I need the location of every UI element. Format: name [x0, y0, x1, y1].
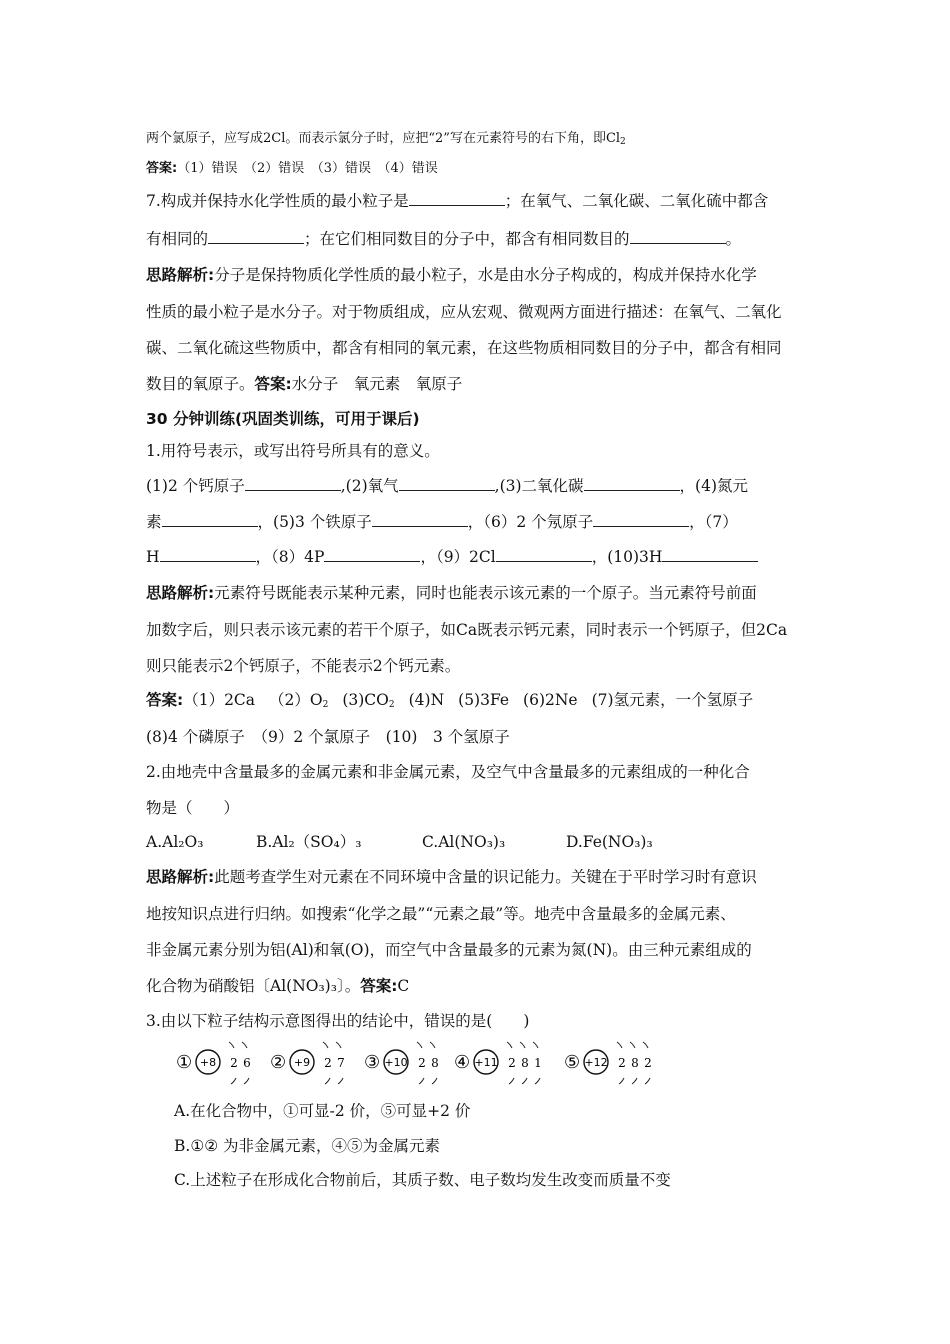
electron-count: 8 [631, 1056, 639, 1070]
shell-arc [619, 1078, 624, 1084]
option-a: A.Al₂O₃ [146, 833, 204, 851]
shell-arc [432, 1078, 437, 1084]
nucleus-charge: +8 [199, 1056, 217, 1069]
shell-arc [242, 1042, 247, 1048]
atom-diagram-5 [564, 1042, 652, 1084]
atom-diagram-4 [454, 1042, 542, 1084]
q2-analysis-line2: 地按知识点进行归纳。如搜索“化学之最”“元素之最”等。地壳中含量最多的金属元素、 [146, 905, 736, 923]
q2-stem-line1: 2.由地壳中含量最多的金属元素和非金属元素，及空气中含量最多的元素组成的一种化合 [146, 763, 750, 781]
q1-analysis-line1: 思路解析:元素符号既能表示某种元素，同时也能表示该元素的一个原子。当元素符号前面 [146, 584, 757, 602]
q7-stem-line1: 7.构成并保持水化学性质的最小粒子是 ；在氧气、二氧化碳、二氧化硫中都含 [146, 192, 769, 210]
shell-arc [336, 1042, 341, 1048]
q2-stem-line2: 物是（ ） [146, 799, 240, 817]
shell-arc [630, 1042, 635, 1048]
q2-analysis-line1: 思路解析:此题考查学生对元素在不同环境中含量的识记能力。关键在于平时学习时有意识 [146, 868, 757, 886]
q7-analysis-line3: 碳、二氧化硫这些物质中，都含有相同的氧元素，在这些物质相同数目的分子中，都含有相同 [146, 339, 782, 357]
electron-count: 1 [534, 1056, 542, 1070]
q3-option-a: A.在化合物中，①可显-2 价，⑤可显+2 价 [174, 1102, 471, 1120]
q2-options [146, 831, 653, 853]
q7-analysis-line4: 数目的氧原子。答案:水分子 氧元素 氧原子 [146, 375, 463, 393]
atom-structure-diagrams [172, 1032, 652, 1092]
shell-arc [430, 1042, 435, 1048]
particle-number: ⑤ [564, 1052, 581, 1073]
electron-count: 8 [431, 1056, 439, 1070]
shell-arc [645, 1078, 650, 1084]
electron-count: 2 [418, 1056, 426, 1070]
option-c: C.Al(NO₃)₃ [422, 833, 506, 851]
shell-arc [323, 1042, 328, 1048]
atom-diagram-1 [176, 1042, 251, 1084]
option-d: D.Fe(NO₃)₃ [566, 833, 653, 851]
shell-arc [229, 1042, 234, 1048]
electron-count: 2 [618, 1056, 626, 1070]
q2-analysis-line4: 化合物为硝酸铝〔Al(NO₃)₃〕。答案:C [146, 977, 410, 995]
fill-blank [208, 229, 304, 244]
electron-count: 2 [644, 1056, 652, 1070]
nucleus-charge: +11 [474, 1056, 498, 1069]
particle-number: ② [270, 1052, 287, 1073]
shell-arc [231, 1078, 236, 1084]
fill-blank [409, 191, 505, 206]
shell-arc [244, 1078, 249, 1084]
particle-number: ① [176, 1052, 193, 1073]
shell-arc [509, 1078, 514, 1084]
option-b: B.Al₂（SO₄）₃ [256, 833, 362, 851]
atom-diagram-3 [364, 1042, 439, 1084]
shell-arc [632, 1078, 637, 1084]
nucleus-charge: +10 [384, 1056, 408, 1069]
q1-answer-line2: (8)4 个磷原子 （9）2 个氯原子 (10) 3 个氢原子 [146, 728, 510, 746]
shell-arc [507, 1042, 512, 1048]
q1-analysis-line2: 加数字后，则只表示该元素的若干个原子，如Ca既表示钙元素，同时表示一个钙原子，但2Ca [146, 621, 788, 639]
electron-count: 6 [243, 1056, 251, 1070]
q1-row3: H ，（8）4P ，（9）2Cl ，(10)3H [146, 546, 758, 568]
electron-count: 2 [230, 1056, 238, 1070]
shell-arc [325, 1078, 330, 1084]
shell-arc [338, 1078, 343, 1084]
note-line: 两个氯原子，应写成2Cl。而表示氯分子时，应把“2”写在元素符号的右下角，即$Cl_2$ [146, 131, 626, 147]
q1-stem: 1.用符号表示，或写出符号所具有的意义。 [146, 442, 440, 460]
electron-count: 8 [521, 1056, 529, 1070]
fill-blank [630, 229, 726, 244]
shell-arc [643, 1042, 648, 1048]
nucleus-charge: +9 [293, 1056, 311, 1069]
q3-option-b: B.①② 为非金属元素，④⑤为金属元素 [174, 1137, 441, 1155]
q7-analysis-line2: 性质的最小粒子是水分子。对于物质组成，应从宏观、微观两方面进行描述：在氧气、二氧化 [146, 303, 782, 321]
q3-stem: 3.由以下粒子结构示意图得出的结论中，错误的是( ) [146, 1012, 530, 1030]
q3-option-c: C.上述粒子在形成化合物前后，其质子数、电子数均发生改变而质量不变 [174, 1171, 671, 1189]
q7-stem-line2: 有相同的 ；在它们相同数目的分子中，都含有相同数目的 。 [146, 230, 742, 248]
particle-number: ④ [454, 1052, 471, 1073]
section-title: 30 分钟训练(巩固类训练，可用于课后) [146, 410, 420, 428]
shell-arc [417, 1042, 422, 1048]
q2-analysis-line3: 非金属元素分别为铝(Al)和氧(O)，而空气中含量最多的元素为氮(N)。由三种元素组成的 [146, 941, 752, 959]
shell-arc [617, 1042, 622, 1048]
q7-analysis-line1: 思路解析:分子是保持物质化学性质的最小粒子，水是由水分子构成的，构成并保持水化学 [146, 266, 757, 284]
shell-arc [520, 1042, 525, 1048]
q1-row1: (1)2 个钙原子 ,(2)氧气 ,(3)二氧化碳 ，(4)氮元 [146, 477, 748, 495]
q1-analysis-line3: 则只能表示2个钙原子，不能表示2个钙元素。 [146, 657, 461, 675]
particle-number: ③ [364, 1052, 381, 1073]
shell-arc [419, 1078, 424, 1084]
electron-count: 7 [337, 1056, 345, 1070]
shell-arc [522, 1078, 527, 1084]
shell-arc [533, 1042, 538, 1048]
electron-count: 2 [508, 1056, 516, 1070]
atom-diagram-2 [270, 1042, 345, 1084]
q1-answer-line1: 答案:（1）2Ca $(2)O_2$ $(3)CO_2$ (4)N (5)3Fe (6)2Ne (7)氢元素，一个氢原子 [146, 691, 754, 710]
answer-line: 答案:（1）错误 （2）错误 （3）错误 （4）错误 [146, 161, 438, 176]
q1-row2: 素 ，(5)3 个铁原子 ，（6）2 个氖原子 ，（7） [146, 513, 738, 531]
shell-arc [535, 1078, 540, 1084]
electron-count: 2 [324, 1056, 332, 1070]
nucleus-charge: +12 [584, 1056, 608, 1069]
